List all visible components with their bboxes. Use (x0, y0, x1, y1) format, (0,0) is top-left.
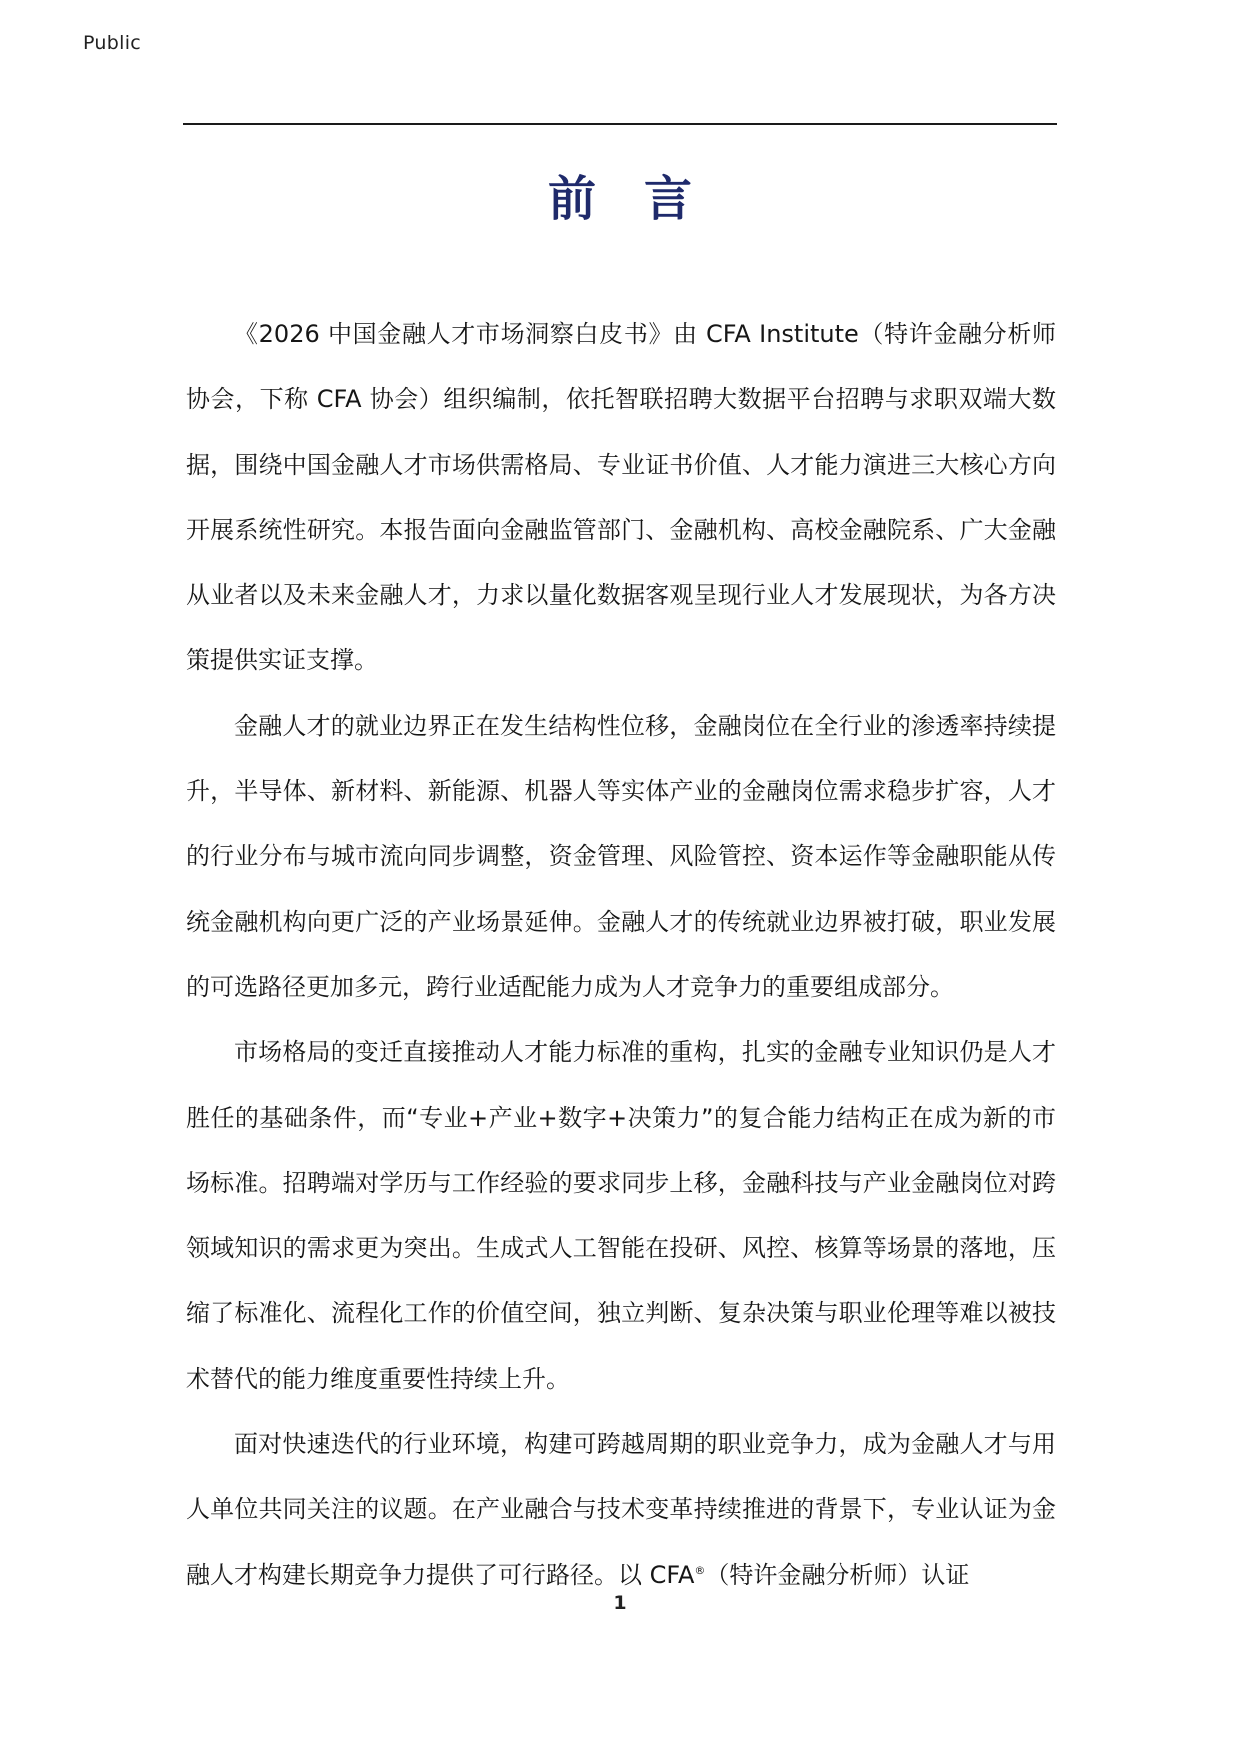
page-title: 前言 (547, 171, 740, 227)
document-body (186, 302, 1056, 1608)
classification-label: Public (83, 32, 142, 54)
paragraph-1: 《2026 中国金融人才市场洞察白皮书》由 CFA Institute（特许金融分析师协会，下称 CFA 协会）组织编制，依托智联招聘大数据平台招聘与求职双端大数据，围绕中国金融人才市场供需格局、专业证书价值、人才能力演进三大核心方向开展系统性研究。本报告面向金融监管部门、金融机构、高校金融院系、广大金融从业者以及未来金融人才，力求以量化数据客观呈现行业人才发展现状，为各方决策提供实证支撑。 (186, 320, 1056, 675)
paragraph-3: 市场格局的变迁直接推动人才能力标准的重构，扎实的金融专业知识仍是人才胜任的基础条件，而“专业+产业+数字+决策力”的复合能力结构正在成为新的市场标准。招聘端对学历与工作经验的要求同步上移，金融科技与产业金融岗位对跨领域知识的需求更为突出。生成式人工智能在投研、风控、核算等场景的落地，压缩了标准化、流程化工作的价值空间，独立判断、复杂决策与职业伦理等难以被技术替代的能力维度重要性持续上升。 (186, 1038, 1056, 1393)
paragraph-4 (186, 1412, 1056, 1608)
page-number: 1 (613, 1592, 627, 1614)
paragraph-4-text: 面对快速迭代的行业环境，构建可跨越周期的职业竞争力，成为金融人才与用人单位共同关注的议题。在产业融合与技术变革持续推进的背景下，专业认证为金融人才构建长期竞争力提供了可行路径。以 CFA (186, 1430, 1056, 1589)
paragraph-4-continuation: （特许金融分析师）认证 (705, 1560, 970, 1589)
registered-mark: ® (694, 1563, 706, 1577)
header-divider (183, 123, 1057, 125)
paragraph-2: 金融人才的就业边界正在发生结构性位移，金融岗位在全行业的渗透率持续提升，半导体、新材料、新能源、机器人等实体产业的金融岗位需求稳步扩容，人才的行业分布与城市流向同步调整，资金管理、风险管控、资本运作等金融职能从传统金融机构向更广泛的产业场景延伸。金融人才的传统就业边界被打破，职业发展的可选路径更加多元，跨行业适配能力成为人才竞争力的重要组成部分。 (186, 711, 1056, 1001)
